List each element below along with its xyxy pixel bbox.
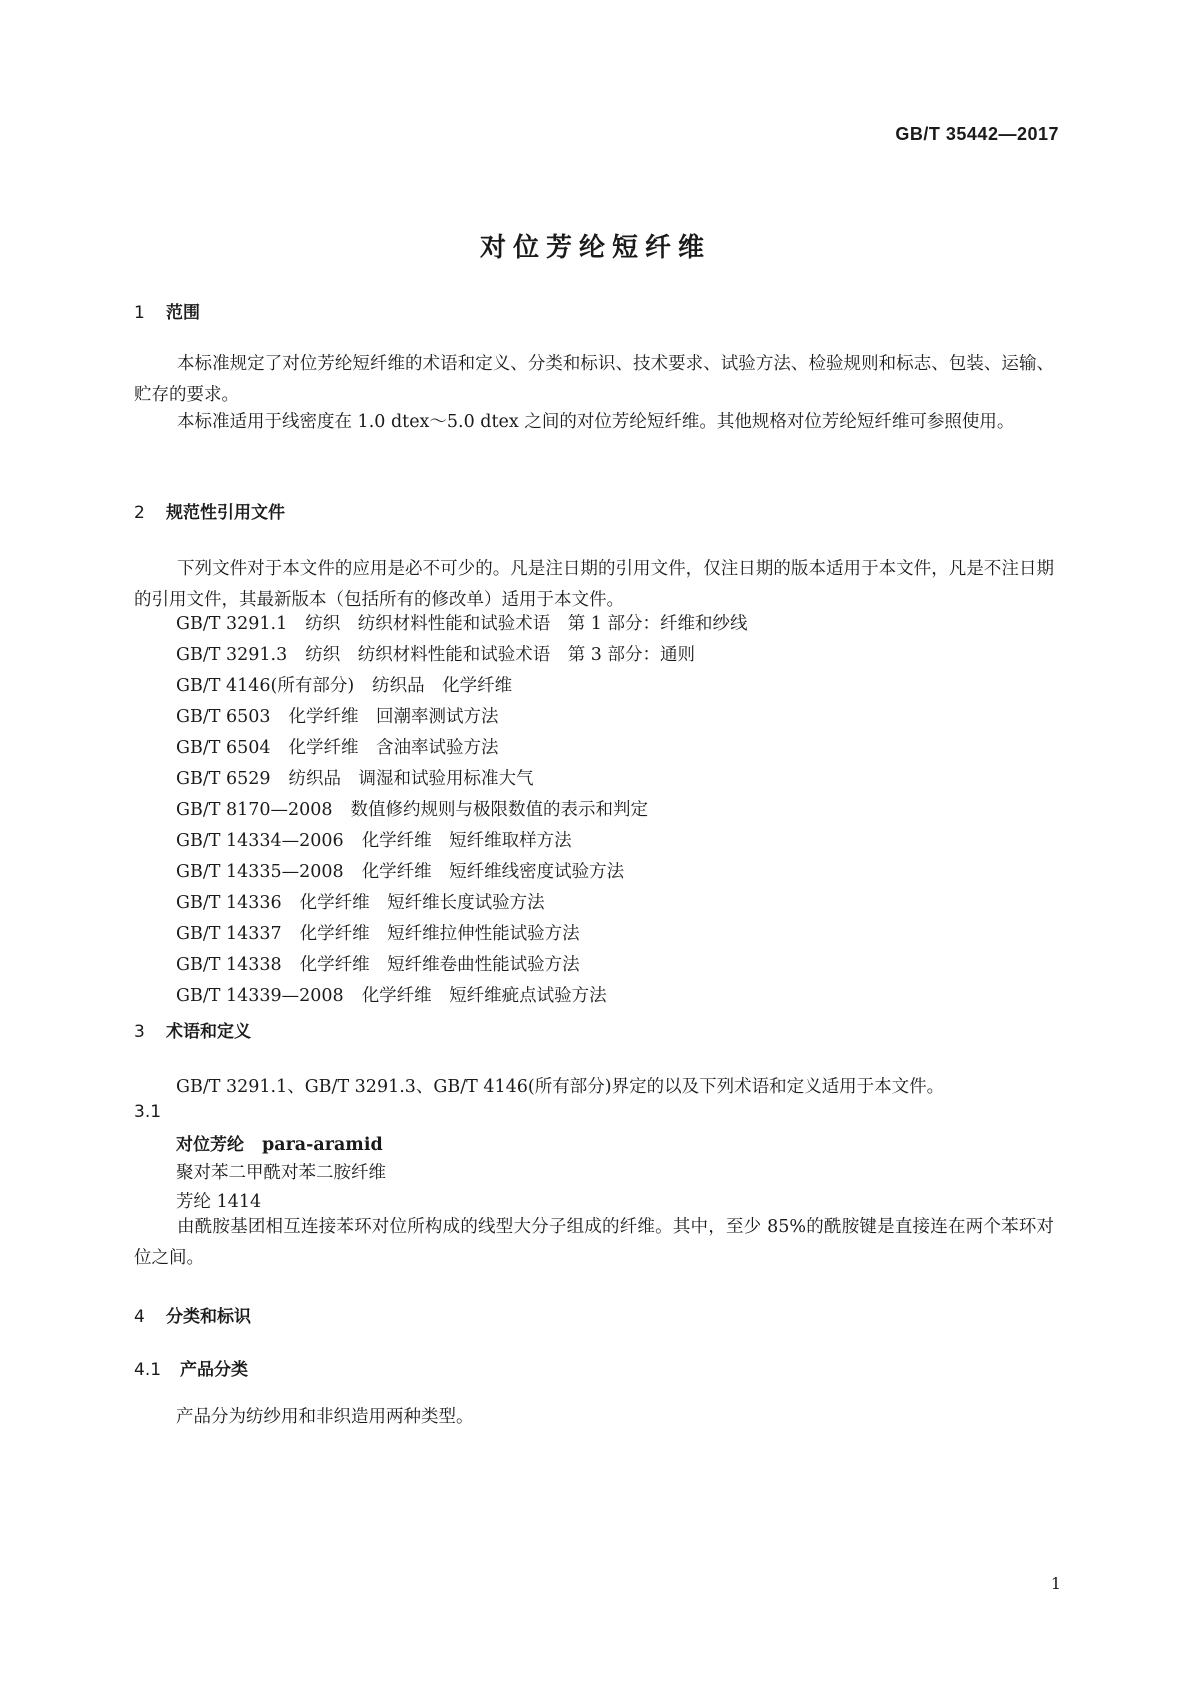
term-number: 3.1 bbox=[134, 1102, 162, 1122]
reference-item bbox=[176, 800, 747, 831]
section-4-1-paragraph: 产品分为纺纱用和非织造用两种类型。 bbox=[176, 1407, 474, 1427]
reference-code: GB/T 14338 bbox=[176, 955, 282, 975]
section-2-title: 规范性引用文件 bbox=[166, 503, 285, 523]
section-3-heading bbox=[134, 1017, 251, 1042]
reference-item bbox=[176, 738, 747, 769]
reference-item bbox=[176, 893, 747, 924]
document-title: 对位芳纶短纤维 bbox=[479, 233, 711, 263]
reference-item bbox=[176, 831, 747, 862]
section-1-title: 范围 bbox=[166, 303, 200, 323]
reference-code: GB/T 6529 bbox=[176, 769, 271, 789]
reference-title: 化学纤维 短纤维取样方法 bbox=[361, 831, 572, 851]
section-4-title: 分类和标识 bbox=[166, 1307, 251, 1327]
reference-title: 纺织 纺织材料性能和试验术语 第 3 部分：通则 bbox=[305, 645, 695, 665]
term-chinese: 对位芳纶 bbox=[176, 1135, 244, 1155]
reference-title: 纺织品 化学纤维 bbox=[372, 676, 513, 696]
reference-title: 数值修约规则与极限数值的表示和判定 bbox=[350, 800, 649, 820]
subsection-4-1-title: 产品分类 bbox=[180, 1360, 248, 1380]
reference-code: GB/T 6503 bbox=[176, 707, 271, 727]
term-heading bbox=[176, 1130, 383, 1155]
section-4-heading bbox=[134, 1302, 251, 1327]
section-2-heading bbox=[134, 498, 285, 523]
reference-code: GB/T 14336 bbox=[176, 893, 282, 913]
reference-title: 化学纤维 短纤维长度试验方法 bbox=[299, 893, 545, 913]
term-synonym-2: 芳纶 1414 bbox=[176, 1192, 262, 1212]
page-number: 1 bbox=[1050, 1574, 1061, 1593]
reference-item bbox=[176, 645, 747, 676]
reference-title: 纺织品 调湿和试验用标准大气 bbox=[288, 769, 534, 789]
reference-title: 化学纤维 短纤维卷曲性能试验方法 bbox=[299, 955, 580, 975]
reference-title: 纺织 纺织材料性能和试验术语 第 1 部分：纤维和纱线 bbox=[305, 614, 748, 634]
reference-code: GB/T 8170—2008 bbox=[176, 800, 333, 820]
reference-item bbox=[176, 614, 747, 645]
reference-item bbox=[176, 955, 747, 986]
reference-title: 化学纤维 短纤维线密度试验方法 bbox=[361, 862, 625, 882]
section-1-paragraph-1: 本标准规定了对位芳纶短纤维的术语和定义、分类和标识、技术要求、试验方法、检验规则和标志、包装、运输、贮存的要求。 bbox=[134, 354, 1054, 405]
reference-title: 化学纤维 回潮率测试方法 bbox=[288, 707, 499, 727]
standard-number: GB/T 35442—2017 bbox=[895, 124, 1059, 144]
reference-code: GB/T 14335—2008 bbox=[176, 862, 344, 882]
reference-item bbox=[176, 769, 747, 800]
section-3-title: 术语和定义 bbox=[166, 1022, 251, 1042]
reference-code: GB/T 3291.3 bbox=[176, 645, 288, 665]
term-synonym-1: 聚对苯二甲酰对苯二胺纤维 bbox=[176, 1163, 386, 1183]
reference-title: 化学纤维 含油率试验方法 bbox=[288, 738, 499, 758]
reference-code: GB/T 14337 bbox=[176, 924, 282, 944]
reference-code: GB/T 6504 bbox=[176, 738, 271, 758]
reference-code: GB/T 4146(所有部分) bbox=[176, 676, 355, 696]
section-1-heading bbox=[134, 298, 200, 323]
section-1-number: 1 bbox=[134, 303, 145, 323]
section-4-number: 4 bbox=[134, 1307, 145, 1327]
reference-item bbox=[176, 986, 747, 1017]
reference-item bbox=[176, 707, 747, 738]
subsection-4-1-number: 4.1 bbox=[134, 1360, 162, 1380]
reference-code: GB/T 14334—2006 bbox=[176, 831, 344, 851]
reference-code: GB/T 14339—2008 bbox=[176, 986, 344, 1006]
section-3-intro: GB/T 3291.1、GB/T 3291.3、GB/T 4146(所有部分)界定的以及下列术语和定义适用于本文件。 bbox=[176, 1077, 945, 1097]
section-3-number: 3 bbox=[134, 1022, 145, 1042]
reference-title: 化学纤维 短纤维拉伸性能试验方法 bbox=[299, 924, 580, 944]
subsection-4-1-heading bbox=[134, 1355, 248, 1380]
reference-item bbox=[176, 924, 747, 955]
reference-title: 化学纤维 短纤维疵点试验方法 bbox=[361, 986, 607, 1006]
term-definition: 由酰胺基团相互连接苯环对位所构成的线型大分子组成的纤维。其中，至少 85%的酰胺键是直接连在两个苯环对位之间。 bbox=[134, 1217, 1054, 1268]
reference-code: GB/T 3291.1 bbox=[176, 614, 288, 634]
reference-list bbox=[176, 614, 747, 1017]
section-2-intro: 下列文件对于本文件的应用是必不可少的。凡是注日期的引用文件，仅注日期的版本适用于本文件，凡是不注日期的引用文件，其最新版本（包括所有的修改单）适用于本文件。 bbox=[134, 559, 1054, 610]
reference-item bbox=[176, 862, 747, 893]
section-1-paragraph-2: 本标准适用于线密度在 1.0 dtex～5.0 dtex 之间的对位芳纶短纤维。其他规格对位芳纶短纤维可参照使用。 bbox=[177, 412, 1015, 432]
reference-item bbox=[176, 676, 747, 707]
section-2-number: 2 bbox=[134, 503, 145, 523]
term-english: para-aramid bbox=[262, 1135, 383, 1155]
